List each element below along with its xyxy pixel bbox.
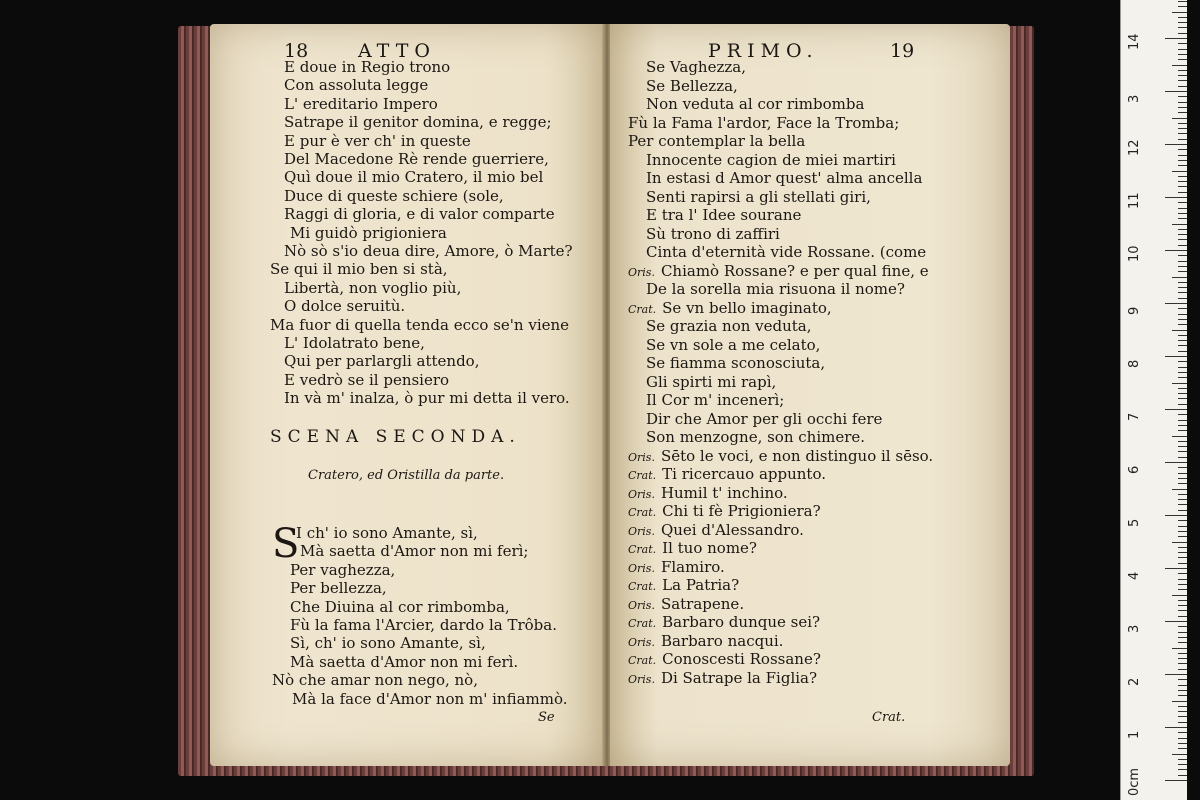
line-text: Flamiro. [660,557,725,576]
ruler-tick [1178,605,1187,606]
speaker-label: Oris. [628,561,655,575]
line-text: Sēto le voci, e non distinguo il sēso. [660,446,934,465]
verse-line [646,58,746,76]
ruler-tick [1165,197,1187,198]
ruler-tick [1178,377,1187,378]
ruler-tick [1178,298,1187,299]
ruler-tick [1178,722,1187,723]
verse-line: Qui per parlargli attendo, [284,352,480,371]
line-text: Di Satrape la Figlia? [660,668,818,687]
ruler-tick [1172,383,1187,384]
ruler-tick [1178,70,1187,71]
ruler-tick [1178,367,1187,368]
verse-line: L' Idolatrato bene, [284,334,425,352]
ruler-tick [1172,118,1187,119]
ruler-tick [1178,775,1187,776]
ruler-tick [1178,107,1187,108]
verse-line: Quì doue il mio Cratero, il mio bel [284,168,544,187]
verse-line: Fù la fama l'Arcier, dardo la Trôba. [290,616,557,634]
catchword: Se [538,710,555,725]
ruler-tick [1165,303,1187,304]
ruler-tick [1178,573,1187,574]
ruler-tick [1178,181,1187,182]
ruler-tick [1178,27,1187,28]
ruler-tick [1172,171,1187,172]
ruler-tick [1178,441,1187,442]
running-header: PRIMO. [708,40,819,62]
ruler-tick [1178,589,1187,590]
verse-line [646,354,825,372]
dialogue-line [628,465,826,485]
ruler-tick [1178,255,1187,256]
ruler-tick [1178,165,1187,166]
verse-line: Per bellezza, [290,579,387,598]
line-text: Ti ricercauo appunto. [662,465,826,483]
line-text: Se Bellezza, [646,76,738,95]
ruler-tick [1178,340,1187,341]
line-text: Barbaro dunque sei? [662,613,821,631]
line-text: Satrapene. [660,594,745,613]
ruler-tick [1178,49,1187,50]
line-text: Fù la Fama l'ardor, Face la Tromba; [628,113,900,132]
ruler-tick [1172,65,1187,66]
verse-line: Raggi di gloria, e di valor comparte [284,205,555,224]
ruler-tick [1165,91,1187,92]
ruler-tick [1178,504,1187,505]
ruler-tick [1178,520,1187,521]
verse-line: E vedrò se il pensiero [284,370,450,389]
ruler-tick [1178,96,1187,97]
ruler-tick [1178,261,1187,262]
dialogue-line [628,484,788,504]
verse-line: E pur è ver ch' in queste [284,131,471,150]
line-text: Senti rapirsi a gli stellati giri, [646,187,871,206]
ruler-tick [1178,324,1187,325]
ruler-tick [1178,414,1187,415]
line-text: Dir che Amor per gli occhi fere [646,409,883,428]
ruler-number: 9 [1127,306,1142,315]
line-text: Il Cor m' incenerì; [646,391,785,409]
ruler-tick [1178,208,1187,209]
ruler-tick [1178,526,1187,527]
dialogue-line [628,539,757,559]
catchword: Crat. [872,710,906,725]
ruler-number: 7 [1127,412,1142,421]
verse-line [628,132,805,150]
ruler-tick [1178,80,1187,81]
line-text: Se fiamma sconosciuta, [646,354,826,372]
verse-line: L' ereditario Impero [284,94,438,113]
ruler-tick [1178,695,1187,696]
ruler-tick [1178,552,1187,553]
ruler-tick [1178,616,1187,617]
ruler-tick [1178,149,1187,150]
verse-line [646,151,896,169]
ruler-tick [1178,499,1187,500]
verse-line [646,336,820,354]
verse-line [646,243,926,261]
speaker-label: Oris. [628,487,655,501]
ruler-tick [1178,711,1187,712]
ruler-tick [1178,133,1187,134]
ruler-tick [1178,112,1187,113]
ruler-tick [1178,202,1187,203]
speaker-label: Crat. [628,580,657,593]
speaker-label: Crat. [628,469,657,482]
ruler-tick [1172,648,1187,649]
ruler-tick [1178,43,1187,44]
ruler-tick [1178,213,1187,214]
ruler-tick [1165,144,1187,145]
dialogue-line [628,262,929,282]
verse-line: Libertà, non voglio più, [284,278,462,297]
line-text: Non veduta al cor rimbomba [646,95,865,113]
speaker-label: Crat. [628,506,657,519]
left-page [210,24,604,766]
ruler-tick [1178,54,1187,55]
dialogue-line [628,447,933,467]
ruler-tick [1165,250,1187,251]
ruler-tick [1178,139,1187,140]
ruler-tick [1178,314,1187,315]
ruler-tick [1178,218,1187,219]
line-text: Humil t' inchino. [660,483,788,502]
verse-line: Per vaghezza, [290,560,396,579]
verse-line: Ma fuor di quella tenda ecco se'n viene [270,315,570,334]
verse-line: Mà la face d'Amor non m' infiammò. [292,689,568,708]
ruler-tick [1178,245,1187,246]
verse-line [628,114,899,132]
speaker-label: Oris. [628,450,655,464]
line-text: Son menzogne, son chimere. [646,428,866,446]
ruler-tick [1178,160,1187,161]
ruler-number: 10 [1127,245,1142,262]
ruler-tick [1178,192,1187,193]
ruler-tick [1178,451,1187,452]
line-text: Barbaro nacqui. [660,631,784,650]
ruler-tick [1178,557,1187,558]
line-text: E tra l' Idee sourane [646,206,802,224]
verse-line: Mà saetta d'Amor non mi ferì; [300,542,529,561]
ruler-tick [1165,568,1187,569]
ruler-tick [1165,515,1187,516]
ruler-number: 6 [1127,465,1142,474]
ruler-tick [1178,266,1187,267]
scale-ruler [1120,0,1187,800]
dialogue-line [628,299,832,319]
ruler-tick [1178,531,1187,532]
ruler-tick [1178,388,1187,389]
verse-line: I ch' io sono Amante, sì, [296,524,478,542]
verse-line: In và m' inalza, ò pur mi detta il vero. [284,389,570,408]
ruler-tick [1172,489,1187,490]
ruler-tick [1178,102,1187,103]
ruler-tick [1165,409,1187,410]
verse-line: E doue in Regio trono [284,58,451,76]
ruler-number: 3 [1127,94,1142,103]
line-text: Gli spirti mi rapì, [646,372,777,391]
verse-line: Che Diuina al cor rimbomba, [290,597,510,616]
verse-line: Nò sò s'io deua dire, Amore, ò Marte? [284,242,573,260]
ruler-tick [1178,372,1187,373]
ruler-tick [1178,186,1187,187]
ruler-tick [1178,128,1187,129]
ruler-tick [1165,727,1187,728]
ruler-tick [1178,547,1187,548]
verse-line [646,280,905,298]
verse-line [646,428,865,446]
ruler-tick [1172,754,1187,755]
ruler-tick [1178,287,1187,288]
verse-line: Satrape il genitor domina, e regge; [284,113,552,132]
dialogue-line [628,595,744,615]
verse-line [646,410,882,428]
dialogue-line [628,669,817,689]
ruler-tick [1165,356,1187,357]
page-number: 19 [890,40,915,62]
ruler-tick [1178,234,1187,235]
line-text: La Patria? [662,576,740,594]
verse-line: Con assoluta legge [284,76,429,95]
ruler-tick [1172,542,1187,543]
drop-cap: S [272,521,300,567]
ruler-tick [1178,642,1187,643]
ruler-tick [1172,330,1187,331]
ruler-tick [1178,764,1187,765]
running-header: ATTO [358,40,436,62]
ruler-number: 11 [1127,192,1142,209]
line-text: Chi ti fè Prigioniera? [662,502,821,520]
dialogue-line [628,576,739,596]
ruler-tick [1178,632,1187,633]
ruler-tick [1178,706,1187,707]
ruler-tick [1178,239,1187,240]
ruler-tick [1172,12,1187,13]
line-text: De la sorella mia risuona il nome? [646,280,905,298]
ruler-number: 3 [1127,624,1142,633]
dialogue-line [628,632,783,652]
ruler-tick [1178,75,1187,76]
verse-line [646,206,801,224]
ruler-tick [1178,716,1187,717]
ruler-tick [1178,584,1187,585]
ruler-tick [1178,319,1187,320]
ruler-tick [1178,563,1187,564]
verse-line: Sì, ch' io sono Amante, sì, [290,634,486,653]
ruler-tick [1178,308,1187,309]
ruler-tick [1165,462,1187,463]
line-text: Se Vaghezza, [646,58,746,76]
dialogue-line [628,521,804,541]
ruler-tick [1172,701,1187,702]
page-number: 18 [284,40,309,62]
speaker-label: Oris. [628,672,655,686]
verse-line [646,225,780,243]
ruler-tick [1178,610,1187,611]
line-text: Quei d'Alessandro. [660,520,804,539]
ruler-tick [1178,229,1187,230]
dialogue-line [628,650,821,670]
verse-line [646,77,738,95]
ruler-tick [1178,473,1187,474]
scene-title: SCENA SECONDA. [270,427,521,447]
ruler-number: 4 [1127,571,1142,580]
ruler-tick [1178,738,1187,739]
ruler-tick [1178,536,1187,537]
line-text: In estasi d Amor quest' alma ancella [646,169,923,187]
ruler-tick [1172,436,1187,437]
ruler-tick [1165,621,1187,622]
ruler-tick [1165,38,1187,39]
verse-line: Mi guidò prigioniera [290,223,447,242]
ruler-tick [1178,335,1187,336]
speaker-label: Crat. [628,302,657,316]
ruler-tick [1178,292,1187,293]
verse-line: Nò che amar non nego, nò, [272,671,478,690]
ruler-tick [1172,595,1187,596]
verse-line [646,391,784,409]
ruler-tick [1178,86,1187,87]
ruler-tick [1178,494,1187,495]
ruler-tick [1178,17,1187,18]
verse-line: Del Macedone Rè rende guerriere, [284,150,549,168]
ruler-tick [1178,59,1187,60]
ruler-tick [1178,483,1187,484]
ruler-tick [1172,224,1187,225]
speaker-label: Crat. [628,617,657,630]
ruler-tick [1178,679,1187,680]
ruler-tick [1178,626,1187,627]
ruler-tick [1178,669,1187,670]
ruler-tick [1178,361,1187,362]
ruler-tick [1178,690,1187,691]
verse-line [646,188,871,206]
line-text: Cinta d'eternità vide Rossane. (come [646,243,927,261]
line-text: Se vn sole a me celato, [646,335,821,354]
verse-line: Mà saetta d'Amor non mi ferì. [290,652,519,671]
line-text: Conoscesti Rossane? [662,650,821,668]
ruler-tick [1178,6,1187,7]
ruler-tick [1178,769,1187,770]
ruler-tick [1178,398,1187,399]
ruler-tick [1165,674,1187,675]
ruler-tick [1178,600,1187,601]
dialogue-line [628,613,820,633]
ruler-tick [1178,759,1187,760]
scene-cast: Cratero, ed Oristilla da parte. [308,468,505,483]
right-page [610,24,1010,766]
line-text: Sù trono di zaffiri [646,224,780,243]
ruler-tick [1178,457,1187,458]
ruler-tick [1178,748,1187,749]
ruler-tick [1178,653,1187,654]
ruler-tick [1178,467,1187,468]
line-text: Chiamò Rossane? e per qual fine, e [660,261,929,280]
line-text: Il tuo nome? [662,539,757,557]
ruler-tick [1172,277,1187,278]
verse-line: Se qui il mio ben si stà, [270,260,448,279]
ruler-number: 1 [1127,730,1142,739]
speaker-label: Oris. [628,524,655,538]
dialogue-line [628,558,725,578]
speaker-label: Crat. [628,543,657,556]
ruler-tick [1178,732,1187,733]
ruler-tick [1178,637,1187,638]
speaker-label: Crat. [628,654,657,667]
verse-line [646,169,922,187]
verse-line [646,95,864,113]
ruler-tick [1178,658,1187,659]
speaker-label: Oris. [628,265,655,279]
ruler-tick [1178,663,1187,664]
ruler-tick [1178,404,1187,405]
ruler-number: 8 [1127,359,1142,368]
ruler-number: 14 [1127,33,1142,50]
ruler-number: 12 [1127,139,1142,156]
ruler-tick [1178,33,1187,34]
line-text: Se vn bello imaginato, [662,298,832,317]
ruler-number: 5 [1127,518,1142,527]
line-text: Se grazia non veduta, [646,317,812,335]
ruler-tick [1178,22,1187,23]
ruler-number: 2 [1127,677,1142,686]
verse-line [646,317,812,335]
ruler-tick [1178,345,1187,346]
ruler-tick [1178,176,1187,177]
ruler-tick [1178,478,1187,479]
ruler-tick [1165,780,1187,781]
ruler-tick [1178,685,1187,686]
ruler-tick [1178,430,1187,431]
ruler-tick [1178,123,1187,124]
line-text: Per contemplar la bella [628,132,806,150]
ruler-unit-label: 0cm [1127,767,1142,796]
ruler-tick [1178,393,1187,394]
ruler-tick [1178,425,1187,426]
ruler-tick [1178,351,1187,352]
ruler-tick [1178,579,1187,580]
verse-line: Duce di queste schiere (sole, [284,186,504,205]
ruler-tick [1178,155,1187,156]
verse-line [646,373,776,391]
speaker-label: Oris. [628,598,655,612]
verse-line: O dolce seruitù. [284,297,406,316]
ruler-tick [1178,1,1187,2]
ruler-tick [1178,420,1187,421]
ruler-tick [1178,282,1187,283]
speaker-label: Oris. [628,635,655,649]
ruler-tick [1178,271,1187,272]
line-text: Innocente cagion de miei martiri [646,150,896,169]
ruler-tick [1178,446,1187,447]
ruler-tick [1178,743,1187,744]
dialogue-line [628,502,821,522]
ruler-tick [1178,510,1187,511]
